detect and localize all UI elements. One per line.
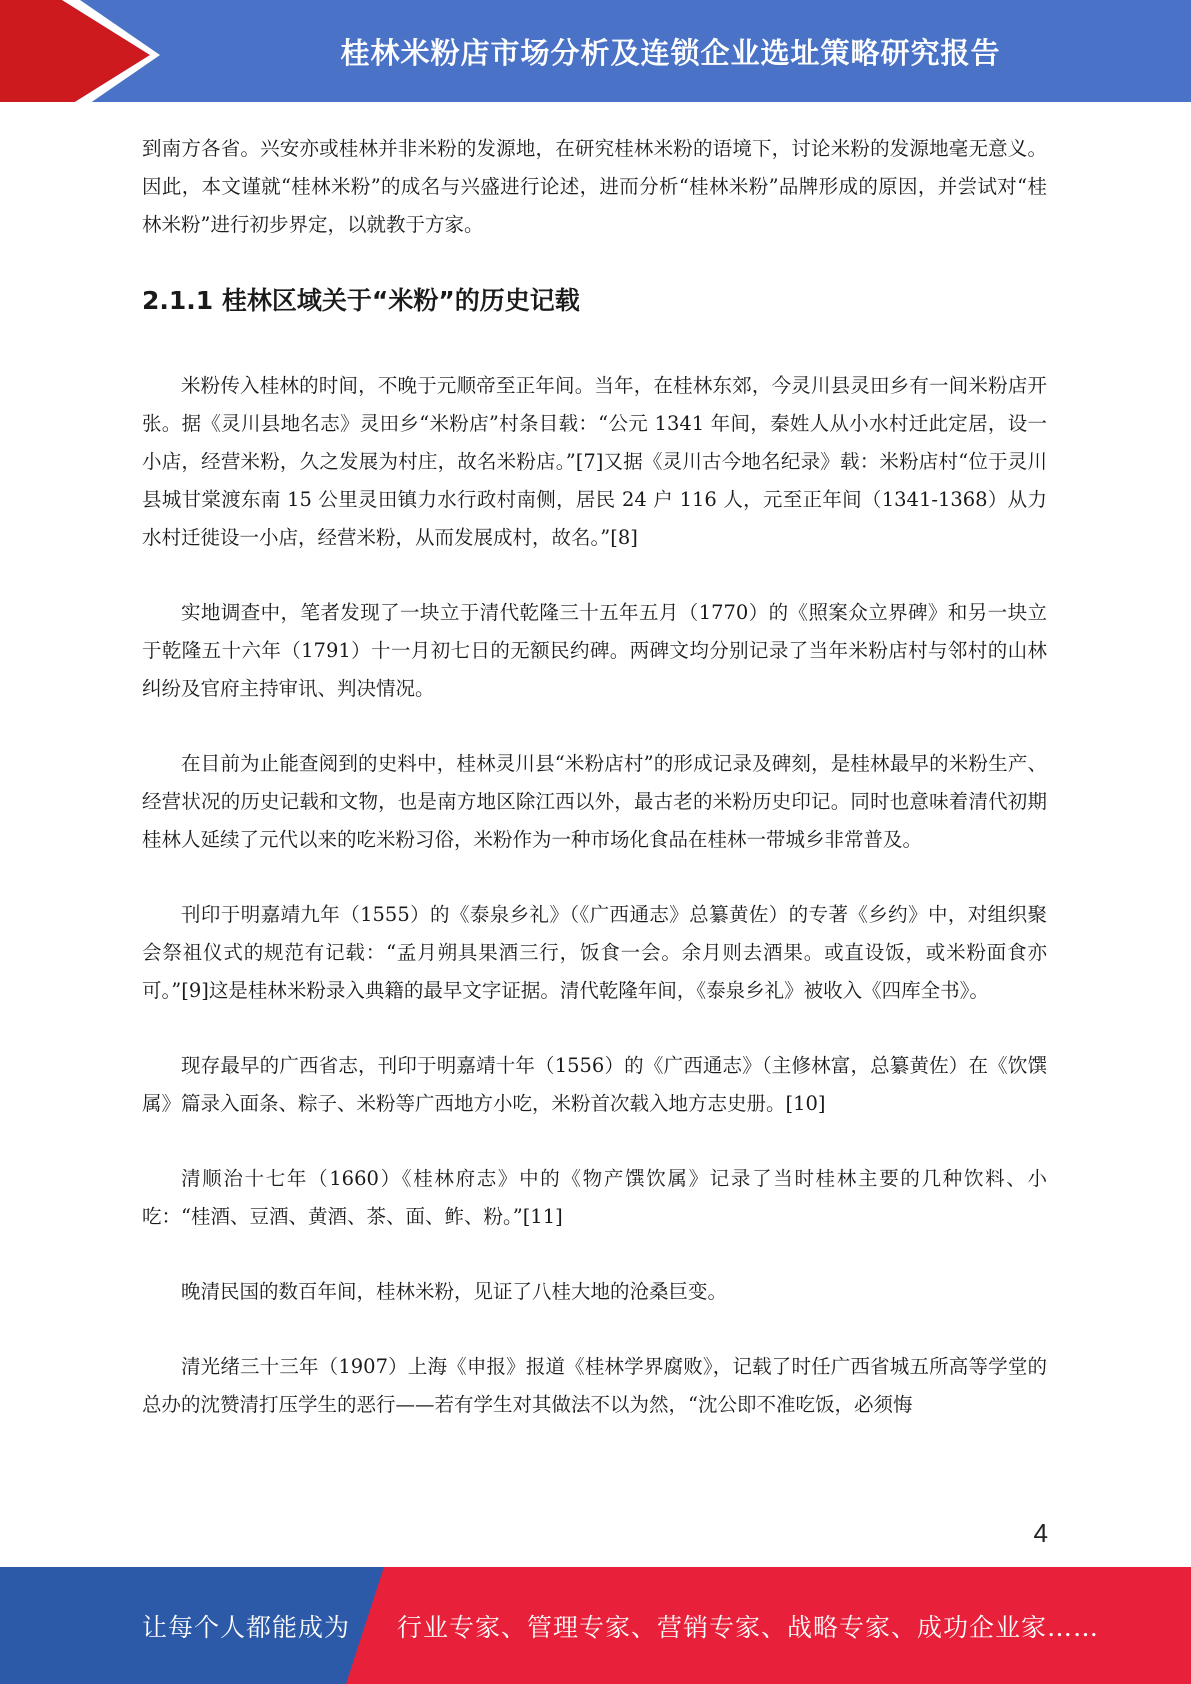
section-heading: 2.1.1 桂林区域关于“米粉”的历史记载 (142, 286, 580, 315)
body-paragraph: 清顺治十七年（1660）《桂林府志》中的《物产馔饮属》记录了当时桂林主要的几种饮料、小吃：“桂酒、豆酒、黄酒、茶、面、鲊、粉。”[11] (142, 1167, 1047, 1228)
body-paragraph: 实地调查中，笔者发现了一块立于清代乾隆三十五年五月（1770）的《照案众立界碑》和另一块立于乾隆五十六年（1791）十一月初七日的无额民约碑。两碑文均分别记录了当年米粉店村与邻村的山林纠纷及官府主持审讯、判决情况。 (142, 601, 1047, 700)
document-body (142, 130, 1047, 1461)
footer-slogan-left: 让每个人都能成为 (142, 1612, 351, 1642)
page-header (0, 0, 1191, 110)
body-paragraph: 晚清民国的数百年间，桂林米粉，见证了八桂大地的沧桑巨变。 (181, 1280, 728, 1303)
body-paragraph: 现存最早的广西省志，刊印于明嘉靖十年（1556）的《广西通志》（主修林富，总纂黄佐）在《饮馔属》篇录入面条、粽子、米粉等广西地方小吃，米粉首次载入地方志史册。[10] (142, 1054, 1047, 1115)
page-footer (0, 1567, 1191, 1684)
page-number: 4 (1033, 1518, 1048, 1548)
body-paragraph: 刊印于明嘉靖九年（1555）的《泰泉乡礼》（《广西通志》总纂黄佐）的专著《乡约》中，对组织聚会祭祖仪式的规范有记载：“孟月朔具果酒三行，饭食一会。余月则去酒果。或直设饭，或米粉面食亦可。”[9]这是桂林米粉录入典籍的最早文字证据。清代乾隆年间，《泰泉乡礼》被收入《四库全书》。 (142, 903, 1047, 1002)
document-title: 桂林米粉店市场分析及连锁企业选址策略研究报告 (340, 35, 1001, 70)
intro-paragraph: 到南方各省。兴安亦或桂林并非米粉的发源地，在研究桂林米粉的语境下，讨论米粉的发源地毫无意义。因此，本文谨就“桂林米粉”的成名与兴盛进行论述，进而分析“桂林米粉”品牌形成的原因，并尝试对“桂林米粉”进行初步界定，以就教于方家。 (142, 137, 1047, 236)
body-paragraph: 在目前为止能查阅到的史料中，桂林灵川县“米粉店村”的形成记录及碑刻，是桂林最早的米粉生产、经营状况的历史记载和文物，也是南方地区除江西以外，最古老的米粉历史印记。同时也意味着清代初期桂林人延续了元代以来的吃米粉习俗，米粉作为一种市场化食品在桂林一带城乡非常普及。 (142, 752, 1047, 851)
footer-slogan-right: 行业专家、管理专家、营销专家、战略专家、成功企业家…… (397, 1612, 1100, 1642)
body-paragraph: 清光绪三十三年（1907）上海《申报》报道《桂林学界腐败》，记载了时任广西省城五所高等学堂的总办的沈赞清打压学生的恶行——若有学生对其做法不以为然，“沈公即不准吃饭，必须悔 (142, 1355, 1047, 1416)
body-paragraph: 米粉传入桂林的时间，不晚于元顺帝至正年间。当年，在桂林东郊，今灵川县灵田乡有一间米粉店开张。据《灵川县地名志》灵田乡“米粉店”村条目载：“公元 1341 年间，秦姓人从小水村迁此定居，设一小店，经营米粉，久之发展为村庄，故名米粉店。”[7]又据《灵川古今地名纪录》载：米粉店村“位于灵川县城甘棠渡东南 15 公里灵田镇力水行政村南侧，居民 24 户 116 人，元至正年间（1341-1368）从力水村迁徙设一小店，经营米粉，从而发展成村，故名。”[8] (142, 374, 1047, 549)
